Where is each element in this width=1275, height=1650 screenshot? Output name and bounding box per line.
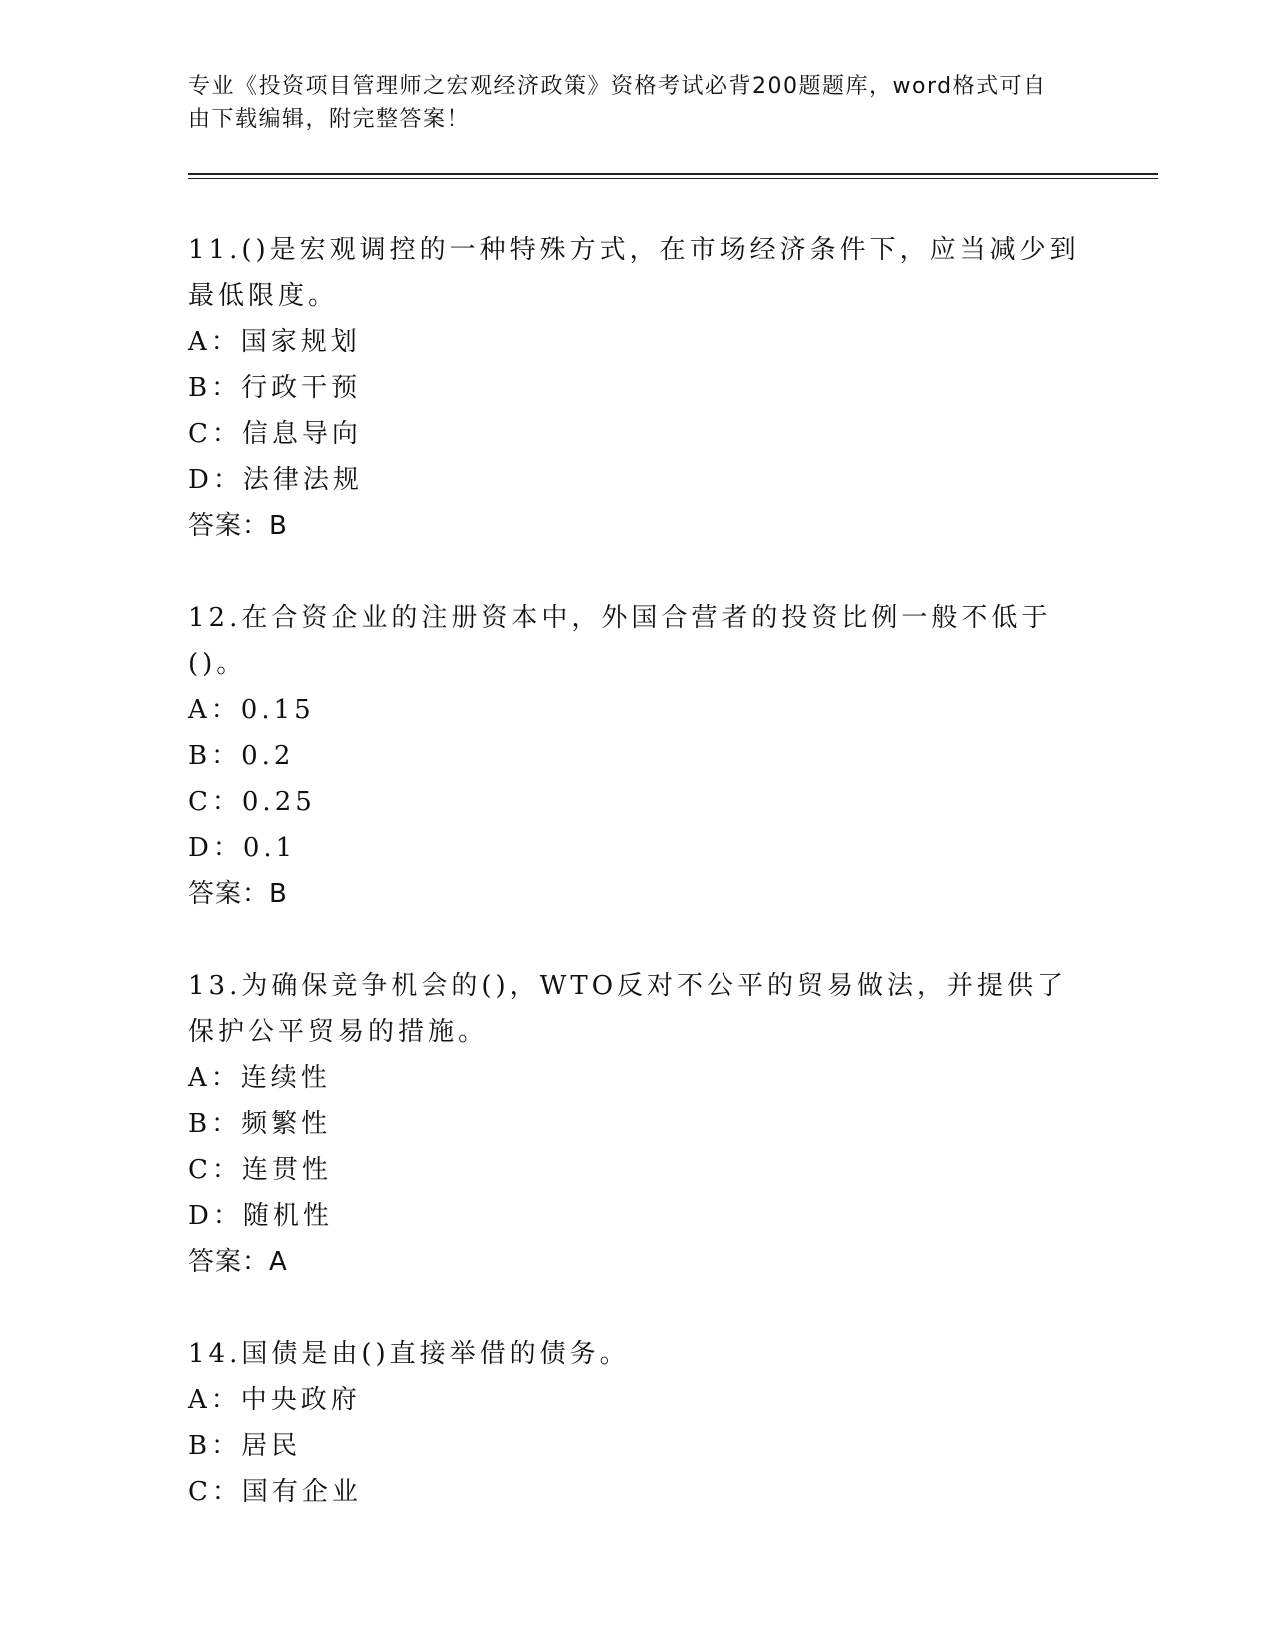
option-a: A：中央政府 — [188, 1385, 361, 1415]
question-12 — [188, 595, 1158, 917]
option-c: C：连贯性 — [188, 1155, 332, 1185]
option-c: C：国有企业 — [188, 1477, 362, 1507]
question-14 — [188, 1331, 1158, 1515]
question-spacer — [188, 917, 1158, 963]
document-header: 专业《投资项目管理师之宏观经济政策》资格考试必背200题题库，word格式可自由下载编辑，附完整答案！ — [188, 74, 1047, 132]
option-a: A：0.15 — [188, 695, 315, 725]
answer: 答案：B — [188, 511, 288, 541]
question-13 — [188, 963, 1158, 1285]
answer: 答案：B — [188, 879, 288, 909]
option-d: D：法律法规 — [188, 465, 363, 495]
option-c: C：0.25 — [188, 787, 316, 817]
option-d: D：随机性 — [188, 1201, 333, 1231]
question-stem: 13.为确保竞争机会的()，WTO反对不公平的贸易做法，并提供了保护公平贸易的措施。 — [188, 971, 1068, 1047]
question-stem: 14.国债是由()直接举借的债务。 — [188, 1339, 630, 1369]
option-b: B：频繁性 — [188, 1109, 332, 1139]
question-spacer — [188, 549, 1158, 595]
question-11 — [188, 227, 1158, 549]
option-a: A：连续性 — [188, 1063, 331, 1093]
option-b: B：行政干预 — [188, 373, 362, 403]
question-stem: 12.在合资企业的注册资本中，外国合营者的投资比例一般不低于()。 — [188, 603, 1052, 679]
option-d: D：0.1 — [188, 833, 297, 863]
question-stem: 11.()是宏观调控的一种特殊方式，在市场经济条件下，应当减少到最低限度。 — [188, 235, 1080, 311]
answer: 答案：A — [188, 1247, 288, 1277]
document-page — [188, 70, 1158, 1515]
option-c: C：信息导向 — [188, 419, 362, 449]
option-a: A：国家规划 — [188, 327, 361, 357]
question-spacer — [188, 1285, 1158, 1331]
header-divider — [188, 173, 1158, 179]
option-b: B：居民 — [188, 1431, 302, 1461]
option-b: B：0.2 — [188, 741, 295, 771]
